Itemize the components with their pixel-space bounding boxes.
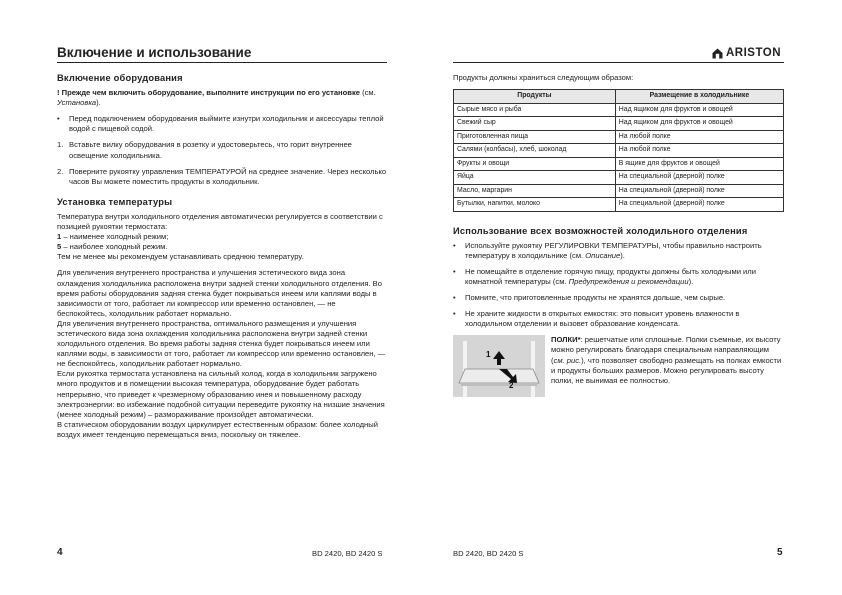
warning-ref: Установка bbox=[57, 98, 97, 108]
placement-cell: В ящике для фруктов и овощей bbox=[615, 157, 783, 171]
product-cell: Бутылки, напитки, молоко bbox=[454, 198, 616, 212]
warning-bold: ! Прежде чем включить оборудование, выполните инструкции по его установке bbox=[57, 88, 360, 98]
temp-5-num: 5 bbox=[57, 242, 62, 252]
list-item: • Перед подключением оборудования выймите изнутри холодильник и аксессуары теплой водой с пищевой содой. bbox=[57, 114, 387, 134]
page-number-left: 4 bbox=[57, 547, 63, 558]
section-heading-temperature: Установка температуры bbox=[57, 196, 173, 207]
paragraph-2: Для увеличения внутреннего пространства, оптимального размещения и улучшения эстетического вида зона охлаждения холодильника расположена внутри задней стенки холодильного отделения. Во время работы задняя стенка будет покрываться инеем или каплями воды, в зависимости от того, работает ли компрессор или временно остановлен, — не беспокойтесь, холодильник работает нормально. bbox=[57, 318, 386, 369]
temp-level-5 bbox=[57, 242, 387, 252]
temp-level-1 bbox=[57, 232, 387, 242]
logo-text: ARISTON bbox=[726, 47, 782, 59]
step-bullet-text: Перед подключением оборудования выймите изнутри холодильник и аксессуары теплой водой с пищевой содой. bbox=[69, 114, 384, 134]
page-number-right: 5 bbox=[777, 547, 783, 558]
storage-intro: Продукты должны храниться следующим образом: bbox=[453, 73, 634, 82]
product-cell: Сырые мясо и рыба bbox=[454, 103, 616, 117]
warning-text: (см. bbox=[359, 88, 376, 98]
temp-intro: Температура внутри холодильного отделения автоматически регулируется в соответствии с позицией рукоятки термостата: bbox=[57, 211, 383, 232]
table-row bbox=[454, 157, 784, 171]
table-row bbox=[454, 117, 784, 131]
step-2-text: Поверните рукоятку управления ТЕМПЕРАТУРОЙ на среднее значение. Через несколько часов Вы можете поместить продукты в холодильник. bbox=[69, 166, 387, 186]
storage-table bbox=[453, 89, 784, 212]
table-header: Продукты bbox=[454, 90, 616, 104]
footer-model-left: BD 2420, BD 2420 S bbox=[312, 549, 383, 558]
temp-5-text: – наиболее холодный режим. bbox=[61, 242, 168, 252]
table-header: Размещение в холодильнике bbox=[615, 90, 783, 104]
temp-1-text: – наименее холодный режим; bbox=[61, 232, 169, 242]
shelves-section bbox=[453, 335, 784, 397]
left-column bbox=[57, 73, 387, 440]
title-rule-right bbox=[453, 62, 784, 63]
figure-label-2: 2 bbox=[509, 381, 514, 391]
placement-cell: На любой полке bbox=[615, 130, 783, 144]
shelves-body: : решетчатые или сплошные. Полки съемные, их высоту можно регулировать благодаря специальным направляющим ( bbox=[551, 335, 781, 365]
product-cell: Салями (колбасы), хлеб, шоколад bbox=[454, 144, 616, 158]
list-item: • Помните, что приготовленные продукты не хранятся дольше, чем сырые. bbox=[453, 293, 784, 303]
list-item: • Используйте рукоятку РЕГУЛИРОВКИ ТЕМПЕРАТУРЫ, чтобы правильно настроить температуру в холодильнике (см. Описание). bbox=[453, 240, 762, 260]
product-cell: Приготовленная пища bbox=[454, 130, 616, 144]
paragraph-3: Если рукоятка термостата установлена на сильный холод, когда в холодильник загружено много продуктов и в помещении высокая температура, оборудование будет работать непрерывно, что приведет к чрезмерному образованию инея и повышенному расходу электроэнергии: во избежание подобной ситуации переведите рукоятку на низшие значения (менее холодный режим) – размораживание произойдет автоматически. bbox=[57, 369, 385, 419]
bullet-2-ref: Предупреждения и рекомендации bbox=[568, 276, 689, 286]
product-cell: Яйца bbox=[454, 171, 616, 185]
warning-end: ). bbox=[96, 98, 101, 108]
bullet-1-ref: Описание bbox=[585, 250, 621, 260]
brand-logo bbox=[712, 47, 781, 59]
bullet-1-end: ). bbox=[620, 250, 625, 260]
step-1-text: Вставьте вилку оборудования в розетку и удостоверьтесь, что горит внутреннее освещение холодильника. bbox=[69, 140, 352, 160]
paragraph-1: Для увеличения внутреннего пространства и улучшения эстетического вида зона охлаждения холодильника расположена внутри задней стенки холодильного отделения. Во время работы оборудования задняя стенка будет покрываться инеем или каплями воды в зависимости от того, работает ли компрессор или временно остановлен, — не беспокойтесь, холодильник работает нормально. bbox=[57, 268, 382, 318]
bullet-3-text: Помните, что приготовленные продукты не хранятся дольше, чем сырые. bbox=[465, 293, 726, 303]
placement-cell: На специальной (дверной) полке bbox=[615, 198, 783, 212]
placement-cell: Над ящиком для фруктов и овощей bbox=[615, 103, 783, 117]
temp-recommendation: Тем не менее мы рекомендуем устанавливать среднюю температуру. bbox=[57, 252, 304, 262]
shelves-text bbox=[551, 335, 784, 397]
placement-cell: На специальной (дверной) полке bbox=[615, 184, 783, 198]
title-rule-left bbox=[57, 62, 387, 63]
table-row bbox=[454, 184, 784, 198]
list-item: 1. Вставьте вилку оборудования в розетку и удостоверьтесь, что горит внутреннее освещение холодильника. bbox=[57, 140, 387, 160]
shelf-illustration bbox=[453, 335, 545, 397]
temp-1-num: 1 bbox=[57, 232, 62, 242]
shelves-end: ), что позволяет свободно размещать на полках емкости и продукты больших размеров. Можно регулировать высоту полки, не вынимая ее полностью. bbox=[551, 355, 782, 385]
list-item: • Не помещайте в отделение горячую пищу, продукты должны быть холодными или комнатной температуры (см. Предупреждения и рекомендации). bbox=[453, 266, 756, 286]
table-row bbox=[454, 103, 784, 117]
page-title: Включение и использование bbox=[57, 45, 252, 60]
list-item: 2. Поверните рукоятку управления ТЕМПЕРАТУРОЙ на среднее значение. Через несколько часов Вы можете поместить продукты в холодильник. bbox=[57, 166, 387, 186]
house-logo-icon bbox=[712, 48, 723, 59]
product-cell: Фрукты и овощи bbox=[454, 157, 616, 171]
table-row bbox=[454, 198, 784, 212]
table-row bbox=[454, 130, 784, 144]
right-column bbox=[453, 73, 784, 397]
install-warning bbox=[57, 88, 387, 108]
section-heading-usage: Использование всех возможностей холодильного отделения bbox=[453, 225, 748, 236]
list-item: • Не храните жидкости в открытых емкостях: это повысит уровень влажности в холодильном отделении и вызовет образование конденсата. bbox=[453, 309, 784, 329]
section-heading-switch-on: Включение оборудования bbox=[57, 73, 183, 83]
placement-cell: Над ящиком для фруктов и овощей bbox=[615, 117, 783, 131]
placement-cell: На специальной (дверной) полке bbox=[615, 171, 783, 185]
bullet-2-end: ). bbox=[688, 276, 694, 286]
paragraph-4: В статическом оборудовании воздух циркулирует естественным образом: более холодный воздух имеет тенденцию перемещаться вниз, поскольку он тяжелее. bbox=[57, 419, 378, 439]
shelves-bold: ПОЛКИ* bbox=[551, 335, 581, 345]
shelf-diagram-icon bbox=[453, 335, 545, 397]
shelves-ref: см. рис. bbox=[553, 355, 582, 365]
bullet-4-text: Не храните жидкости в открытых емкостях: это повысит уровень влажности в холодильном отделении и вызовет образование конденсата. bbox=[465, 309, 740, 329]
footer-model-right: BD 2420, BD 2420 S bbox=[453, 549, 524, 558]
table-header-row bbox=[454, 90, 784, 104]
table-row bbox=[454, 171, 784, 185]
product-cell: Масло, маргарин bbox=[454, 184, 616, 198]
figure-label-1: 1 bbox=[486, 350, 491, 360]
product-cell: Свежий сыр bbox=[454, 117, 616, 131]
table-row bbox=[454, 144, 784, 158]
placement-cell: На любой полке bbox=[615, 144, 783, 158]
bullet-2-text: Не помещайте в отделение горячую пищу, продукты должны быть холодными или комнатной температуры (см. bbox=[465, 266, 756, 286]
bullet-1-text: Используйте рукоятку РЕГУЛИРОВКИ ТЕМПЕРАТУРЫ, чтобы правильно настроить температуру в холодильнике (см. bbox=[465, 240, 762, 260]
